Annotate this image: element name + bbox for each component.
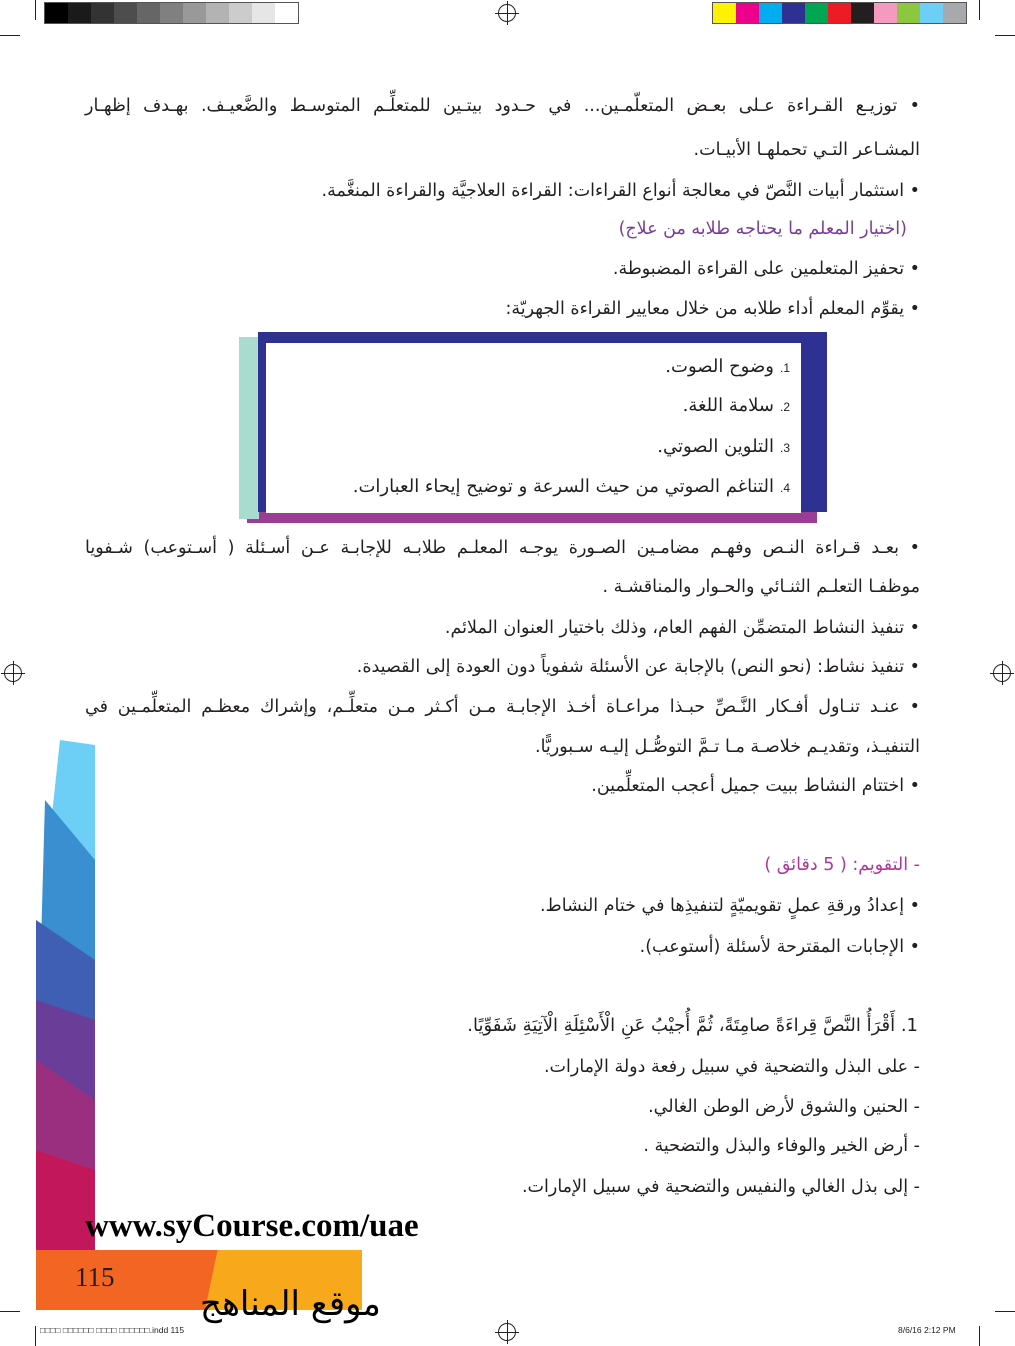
registration-mark-top [498,4,516,22]
bullet-item: • يقوِّم المعلم أداء طلابه من خلال معايير القراءة الجهريّة: [505,299,920,319]
color-swatch [160,3,183,23]
paragraph-line: التنفيـذ، وتقديـم خلاصـة مـا تـمَّ التوصُّـل إليـه سـبوريًّا. [535,737,920,757]
crop-mark [979,0,980,20]
file-slug: □□□□ □□□□□□ □□□□ □□□□□□.indd 115 [40,1325,185,1335]
bullet-item: • الإجابات المقترحة لأسئلة (أستوعب). [640,937,920,957]
paragraph-line: • توزيـع القـراءة عـلى بعـض المتعلّمـين... في حـدود بيتـين للمتعلِّـم المتوسـط والضَّعيـف. بهـدف إظهـار [85,96,920,116]
crop-mark [995,35,1015,36]
paragraph-line: • عنـد تنـاول أفـكار النَّـصِّ حبـذا مراعـاة أخـذ الإجابـة مـن أكـثر مـن متعلِّـم، وإشراك معظـم المتعلِّمـين في [85,697,920,717]
criteria-item: 3.التلوين الصوتي. [657,436,790,457]
crop-mark [995,1311,1015,1312]
color-swatch [275,3,298,23]
answer-item: - على البذل والتضحية في سبيل رفعة دولة الإمارات. [543,1057,920,1077]
website-url-watermark: www.syCourse.com/uae [85,1208,419,1244]
paragraph-line: • بعـد قـراءة النـص وفهـم مضامـين الصـورة يوجـه المعلـم طلابـه للإجابـة عـن أسـئلة ( أسـتوعب) شـفويا [85,538,920,558]
print-timestamp: 8/6/16 2:12 PM [898,1325,956,1335]
bullet-item: • استثمار أبيات النَّصّ في معالجة أنواع القراءات: القراءة العلاجيَّة والقراءة المنغَّمة. [322,181,920,201]
bullet-item: • تنفيذ النشاط المتضمِّن الفهم العام، وذلك باختيار العنوان الملائم. [445,618,920,638]
color-swatch [782,3,805,23]
paragraph-line: موظفـا التعلـم الثنـائي والحـوار والمناقشـة . [602,577,920,597]
crop-mark [979,1326,980,1346]
color-swatch [759,3,782,23]
footer-orange-band [36,1250,221,1310]
decorative-side-shapes [0,0,100,1346]
registration-mark-bottom [498,1323,516,1341]
color-swatch [805,3,828,23]
bullet-item: • إعدادُ ورقةِ عملٍ تقويميّةٍ لتنفيذِها في ختام النشاط. [540,896,920,916]
answer-item: - إلى بذل الغالي والنفيس والتضحية في سبيل الإمارات. [521,1177,920,1197]
criteria-box-accent [239,337,259,519]
evaluation-heading: - التقويم: ( 5 دقائق ) [764,855,920,875]
color-swatch [736,3,759,23]
color-swatch [943,3,966,23]
color-swatch [828,3,851,23]
answer-item: - الحنين والشوق لأرض الوطن الغالي. [648,1097,920,1117]
color-swatch [137,3,160,23]
answer-item: - أرض الخير والوفاء والبذل والتضحية . [643,1136,920,1156]
color-swatch [229,3,252,23]
paragraph-line: المشـاعر التـي تحملهـا الأبيـات. [693,140,920,160]
color-swatch [897,3,920,23]
criteria-item: 1.وضوح الصوت. [665,356,790,377]
color-swatch [252,3,275,23]
criteria-item: 4.التناغم الصوتي من حيث السرعة و توضيح إيحاء العبارات. [352,476,790,497]
bullet-item: • اختتام النشاط ببيت جميل أعجب المتعلِّمين. [591,776,920,796]
color-swatch [183,3,206,23]
color-swatch [851,3,874,23]
color-swatch [114,3,137,23]
color-swatch [206,3,229,23]
process-color-bar [712,2,967,24]
criteria-item: 2.سلامة اللغة. [682,395,790,416]
question-title: 1. أَقْرَأُ النَّصَّ قِراءَةً صامِتَةً، ثُمَّ أُجيْبُ عَنِ الْأَسْئِلَةِ الْآتِيَةِ شَفَوِّيًا. [467,1015,918,1036]
color-swatch [920,3,943,23]
color-swatch [874,3,897,23]
page-number: 115 [75,1262,115,1292]
site-logo-text: موقع المناهج [200,1284,381,1324]
color-swatch [713,3,736,23]
bullet-item: • تحفيز المتعلمين على القراءة المضبوطة. [613,259,920,279]
teacher-note: (اختيار المعلم ما يحتاجه طلابه من علاج) [618,219,907,239]
registration-mark-right [993,664,1011,682]
bullet-item: • تنفيذ نشاط: (نحو النص) بالإجابة عن الأسئلة شفوياً دون العودة إلى القصيدة. [357,657,920,677]
